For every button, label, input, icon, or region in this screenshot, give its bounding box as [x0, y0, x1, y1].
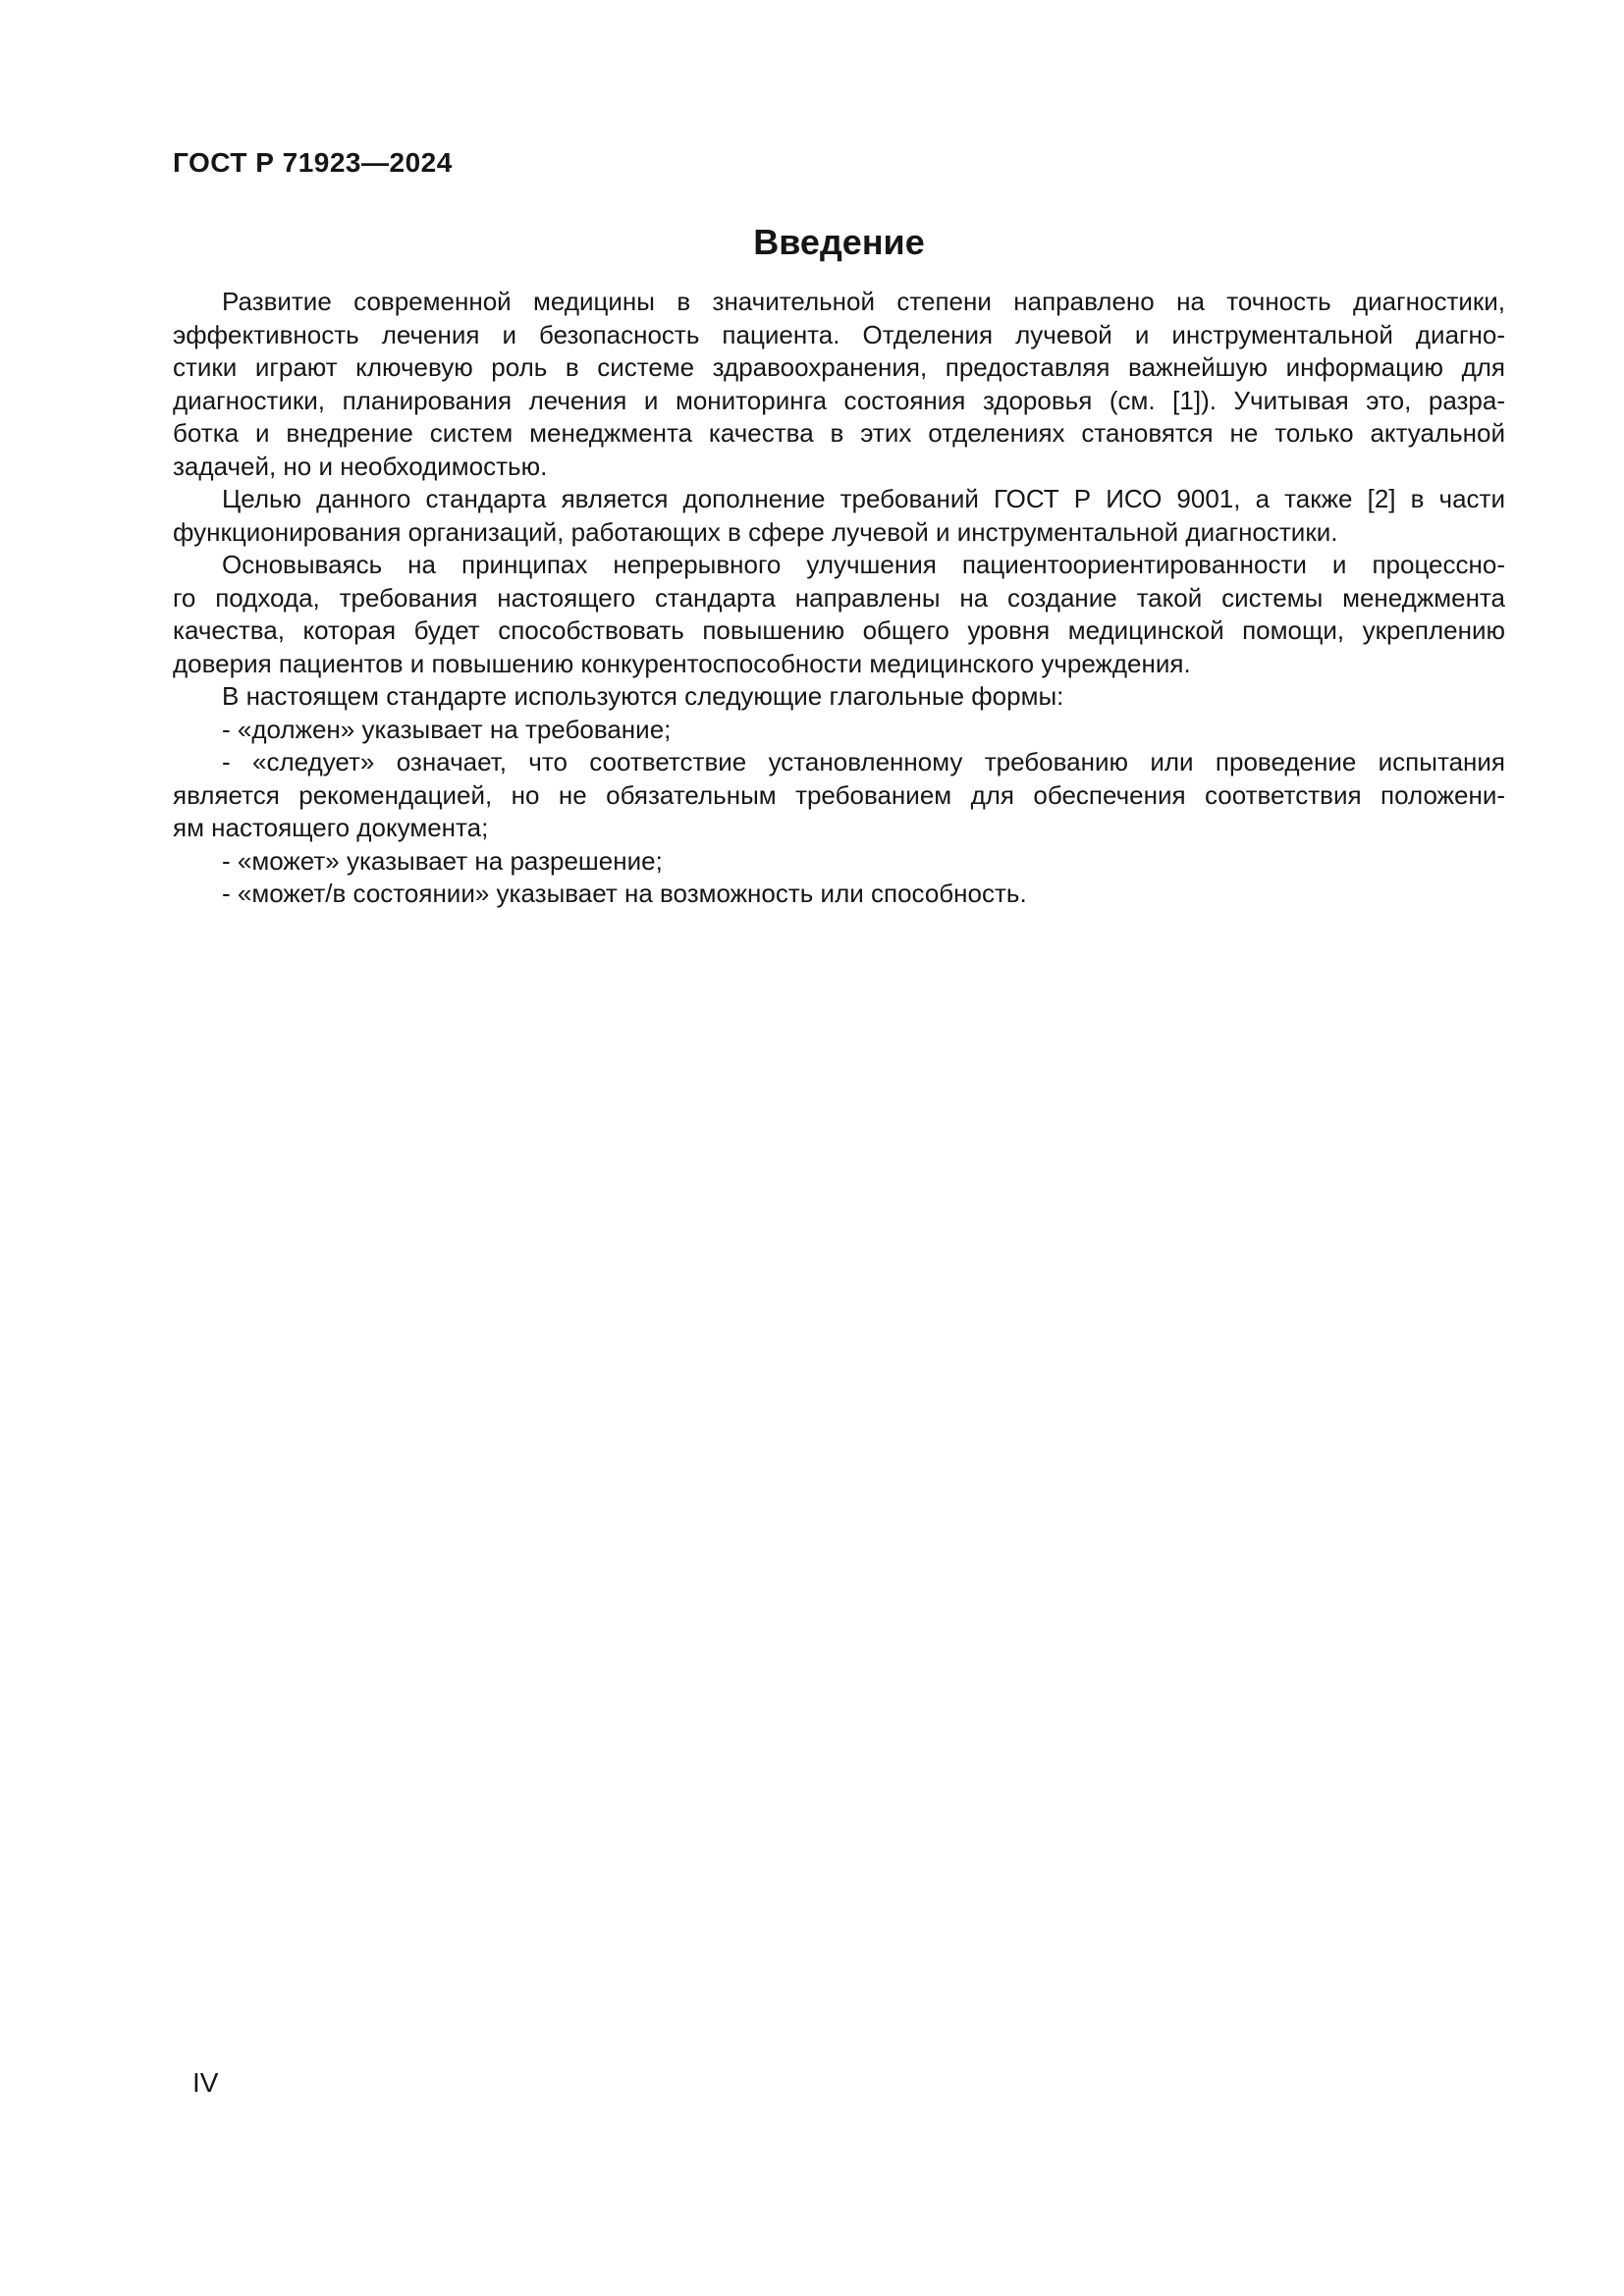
paragraph	[173, 549, 1505, 680]
text-line: - «может/в состоянии» указывает на возможность или способность.	[222, 879, 1027, 908]
text-line: является рекомендацией, но не обязательным требованием для обеспечения соответствия положени-	[173, 779, 1505, 810]
paragraph	[173, 746, 1505, 845]
text-line: ботка и внедрение систем менеджмента качества в этих отделениях становятся не только актуальной	[173, 418, 1505, 448]
text-line: - «может» указывает на разрешение;	[222, 845, 663, 876]
paragraphs	[173, 286, 1505, 911]
paragraph	[173, 680, 1505, 714]
paragraph	[173, 845, 1505, 879]
text-line: диагностики, планирования лечения и мониторинга состояния здоровья (см. [1]). Учитывая это, разра-	[173, 385, 1505, 415]
paragraph	[173, 286, 1505, 483]
text-line: ям настоящего документа;	[173, 813, 489, 842]
text-line: доверия пациентов и повышению конкурентоспособности медицинского учреждения.	[173, 648, 1191, 678]
text-line: Развитие современной медицины в значительной степени направлено на точность диагностики,	[222, 287, 1505, 316]
paragraph	[173, 483, 1505, 549]
text-line: качества, которая будет способствовать повышению общего уровня медицинской помощи, укреплению	[173, 615, 1505, 645]
text-line: стики играют ключевую роль в системе здравоохранения, предоставляя важнейшую информацию для	[173, 352, 1505, 382]
text-line: Основываясь на принципах непрерывного улучшения пациентоориентированности и процессно-	[222, 550, 1505, 579]
text-line: - «должен» указывает на требование;	[222, 714, 672, 744]
text-line: эффективность лечения и безопасность пациента. Отделения лучевой и инструментальной диагно-	[173, 319, 1505, 349]
paragraph	[173, 878, 1505, 911]
text-line: Целью данного стандарта является дополнение требований ГОСТ Р ИСО 9001, а также [2] в части	[222, 484, 1505, 513]
page-number: IV	[192, 2067, 219, 2098]
document-designation: ГОСТ Р 71923—2024	[173, 147, 453, 178]
text-line: - «следует» означает, что соответствие установленному требованию или проведение испытания	[222, 747, 1505, 776]
text-line: В настоящем стандарте используются следующие глагольные формы:	[222, 681, 1064, 711]
text-line: го подхода, требования настоящего стандарта направлены на создание такой системы менеджмента	[173, 582, 1505, 613]
section-title: Введение	[753, 222, 925, 262]
text-line: функционирования организаций, работающих в сфере лучевой и инструментальной диагностики.	[173, 516, 1338, 547]
paragraph	[173, 714, 1505, 747]
text-line: задачей, но и необходимостью.	[173, 451, 548, 481]
